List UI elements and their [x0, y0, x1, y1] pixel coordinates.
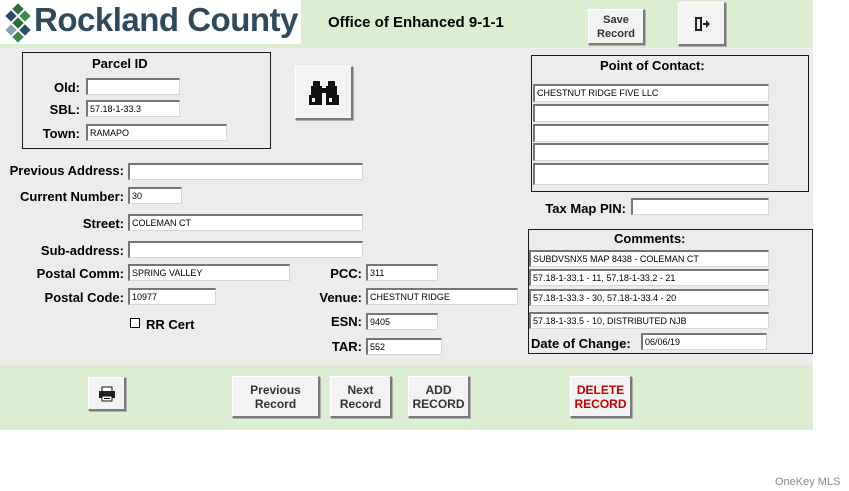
search-button[interactable]	[295, 66, 353, 120]
date-of-change-field[interactable]: 06/06/19	[641, 333, 767, 350]
parcel-id-title: Parcel ID	[92, 56, 148, 71]
postal-code-field[interactable]: 10977	[128, 288, 216, 305]
comment-line-2[interactable]: 57.18-1-33.1 - 11, 57.18-1-33.2 - 21	[529, 269, 769, 286]
town-label: Town:	[42, 126, 80, 141]
exit-door-icon	[694, 16, 710, 32]
save-record-label: Save Record	[597, 13, 635, 40]
contact-line-4[interactable]	[533, 143, 769, 161]
contact-line-3[interactable]	[533, 124, 769, 142]
tar-field[interactable]: 552	[366, 338, 442, 355]
tax-map-pin-label: Tax Map PIN:	[545, 201, 626, 216]
delete-record-button[interactable]	[570, 376, 632, 418]
sub-address-field[interactable]	[128, 241, 363, 258]
sbl-label: SBL:	[49, 102, 80, 117]
comment-line-1[interactable]: SUBDVSNX5 MAP 8438 - COLEMAN CT	[529, 250, 769, 267]
next-record-button[interactable]	[330, 376, 392, 418]
comment-line-3[interactable]: 57.18-1-33.3 - 30, 57.18-1-33.4 - 20	[529, 289, 769, 306]
rr-cert-checkbox[interactable]	[130, 318, 140, 328]
previous-address-label: Previous Address:	[9, 163, 124, 178]
esn-label: ESN:	[330, 314, 362, 329]
logo-text: Rockland County	[34, 1, 298, 38]
current-number-label: Current Number:	[19, 189, 124, 204]
exit-button[interactable]	[678, 2, 726, 46]
print-button[interactable]	[88, 377, 126, 411]
contact-line-5[interactable]	[533, 163, 769, 185]
sub-address-label: Sub-address:	[40, 243, 124, 258]
postal-comm-label: Postal Comm:	[36, 266, 124, 281]
tax-map-pin-field[interactable]	[631, 198, 769, 215]
comments-title: Comments:	[614, 231, 686, 246]
point-of-contact-title: Point of Contact:	[600, 58, 705, 73]
sbl-field[interactable]: 57.18-1-33.3	[86, 100, 180, 117]
contact-line-1[interactable]: CHESTNUT RIDGE FIVE LLC	[533, 84, 769, 102]
tar-label: TAR:	[331, 339, 362, 354]
previous-address-field[interactable]	[128, 163, 363, 180]
printer-icon	[98, 386, 116, 402]
pcc-field[interactable]: 311	[366, 264, 438, 281]
add-record-button[interactable]	[408, 376, 470, 418]
date-of-change-label: Date of Change:	[531, 336, 631, 351]
rr-cert-label: RR Cert	[146, 317, 195, 332]
current-number-field[interactable]: 30	[128, 187, 182, 204]
previous-record-label: Previous Record	[250, 382, 301, 411]
office-title: Office of Enhanced 9-1-1	[328, 14, 504, 31]
previous-record-button[interactable]	[232, 376, 320, 418]
add-record-label: ADD RECORD	[412, 382, 465, 411]
street-field[interactable]: COLEMAN CT	[128, 214, 363, 231]
venue-field[interactable]: CHESTNUT RIDGE	[366, 288, 518, 305]
postal-comm-field[interactable]: SPRING VALLEY	[128, 264, 290, 281]
street-label: Street:	[82, 216, 124, 231]
comment-line-4[interactable]: 57.18-1-33.5 - 10, DISTRIBUTED NJB	[529, 312, 769, 329]
old-parcel-field[interactable]	[86, 78, 180, 95]
contact-line-2[interactable]	[533, 104, 769, 122]
county-logo	[0, 0, 301, 44]
town-field[interactable]: RAMAPO	[86, 124, 227, 141]
binoculars-icon	[308, 79, 340, 107]
venue-label: Venue:	[319, 290, 362, 305]
old-label: Old:	[54, 80, 80, 95]
save-record-button[interactable]	[588, 9, 645, 45]
watermark: OneKey MLS	[775, 476, 841, 488]
esn-field[interactable]: 9405	[366, 313, 438, 330]
pcc-label: PCC:	[330, 266, 362, 281]
next-record-label: Next Record	[339, 382, 382, 411]
delete-record-label: DELETE RECORD	[574, 382, 627, 411]
postal-code-label: Postal Code:	[44, 290, 124, 305]
